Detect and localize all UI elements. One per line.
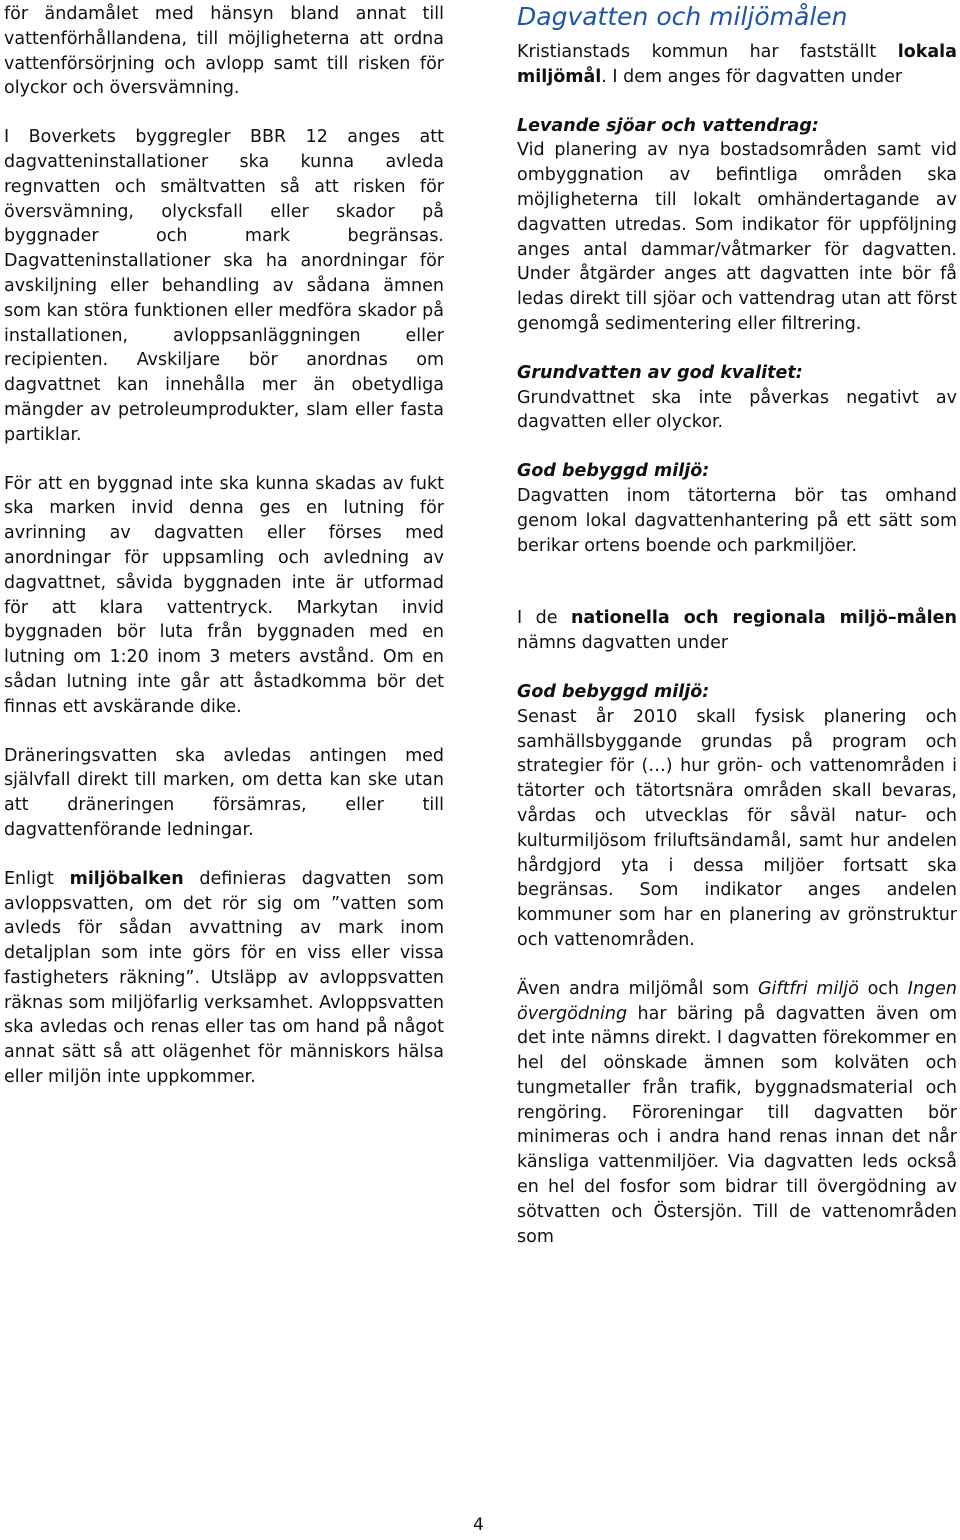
local-goals-term: lokala miljömål [517,42,957,87]
right-column [517,2,957,1249]
page-number: 4 [473,1515,484,1535]
paragraph-national-goals [517,606,957,656]
subheading-lakes-streams: Levande sjöar och vattendrag: [517,115,819,136]
paragraph-plan-purpose: för ändamålet med hänsyn bland annat till vattenförhållandena, till möjligheterna att ordna vattenförsörjning och avlopp samt till risken för olyckor och översvämning. [4,4,444,99]
local-goals-pre: Kristianstads kommun har fastställt [517,42,898,62]
paragraph-other-goals [517,977,957,1250]
local-goals-post: . I dem anges för dagvatten under [601,66,903,87]
paragraph-groundwater: Grundvattnet ska inte påverkas negativt av dagvatten eller olyckor. [517,387,957,433]
subheading-built-environment-local: God bebyggd miljö: [517,461,710,482]
national-goals-term: nationella och regionala miljö–målen [570,608,957,629]
miljobalken-post: definieras dagvatten som avloppsvatten, om det rör sig om ”vatten som avleds för sådan avvattning av mark inom detaljplan som inte görs för en viss eller vissa fastigheters räkning”. Utsläpp av avloppsvatten räknas som miljöfarlig verksamhet. Avloppsvatten ska avledas och renas eller tas om hand på något annat sätt så att olägenhet för människors hälsa eller miljön inte uppkommer. [4,868,444,1088]
subheading-groundwater: Grundvatten av god kvalitet: [517,362,803,383]
paragraph-bbr-regulations: I Boverkets byggregler BBR 12 anges att dagvatteninstallationer ska kunna avleda regnvatten och smältvatten så att risken för översvämning, olycksfall eller skador på byggnader och mark begränsas. Dagvatteninstallationer ska ha anordningar för avskiljning eller behandling av sådana ämnen som kan störa funktionen eller medföra skador på installationen, avloppsanläggningen eller recipienten. Avskiljare bör anordnas om dagvattnet kan innehålla mer än obetydliga mängder av petroleumprodukter, slam eller fasta partiklar. [4,127,444,445]
goal-toxic-free: Giftfri miljö [757,978,859,999]
other-goals-post: har bäring på dagvatten även om det inte nämns direkt. I dagvatten förekommer en hel del oönskade ämnen som kolväten och tungmetaller från trafik, byggnadsmaterial och rengöring. Föroreningar till dagvatten bör minimeras och i andra hand renas innan det når känsliga vattenmiljöer. Via dagvatten leds också en hel del fosfor som bidrar till övergödning av sötvatten och Östersjön. Till de vattenområden som [517,1003,957,1247]
left-column [4,2,444,1090]
paragraph-miljobalken [4,867,444,1090]
paragraph-lakes-streams: Vid planering av nya bostadsområden samt vid ombyggnation av befintliga områden ska möjligheterna till lokalt omhändertagande av dagvatten utredas. Som indikator för uppföljning anges antal dammar/våtmarker för dagvatten. Under åtgärder anges att dagvatten inte bör få ledas direkt till sjöar och vattendrag utan att först genomgå sedimentering eller filtrering. [517,140,957,334]
paragraph-drainage-water: Dräneringsvatten ska avledas antingen med självfall direkt till marken, om detta kan ske utan att dräneringen försämras, eller till dagvattenförande ledningar. [4,745,444,840]
other-goals-mid: och [858,978,908,999]
paragraph-built-environment-local: Dagvatten inom tätorterna bör tas omhand genom lokal dagvattenhantering på ett sätt som berikar ortens boende och parkmiljöer. [517,485,957,556]
section-heading: Dagvatten och miljömålen [517,2,848,31]
paragraph-local-goals [517,40,957,90]
paragraph-built-environment-national: Senast år 2010 skall fysisk planering och samhällsbyggande grundas på program och strategier för (…) hur grön- och vattenområden i tätorter och tätortsnära områden skall bevaras, vårdas och utvecklas för såväl natur- och kulturmiljösom friluftsändamål, samt hur andelen hårdgjord yta i dessa miljöer fortsatt ska begränsas. Som indikator anges andelen kommuner som har en planering av grönstruktur och vattenområden. [517,706,957,950]
paragraph-moisture-protection: För att en byggnad inte ska kunna skadas av fukt ska marken invid denna ges en lutning för avrinning av dagvatten eller förses med anordningar för uppsamling och avledning av dagvattnet, såvida byggnaden inte är utformad för att klara vattentryck. Markytan invid byggnaden bör luta från byggnaden med en lutning om 1:20 inom 3 meters avstånd. Om en sådan lutning inte går att åstadkomma bör det finnas ett avskärande dike. [4,473,444,717]
national-goals-pre: I de [517,608,571,629]
miljobalken-term: miljöbalken [69,868,184,889]
other-goals-pre: Även andra miljömål som [517,978,758,999]
national-goals-post: nämns dagvatten under [517,633,729,654]
miljobalken-pre: Enligt [4,868,70,889]
goal-no-eutrophication: Ingen övergödning [517,978,957,1024]
subheading-built-environment-national: God bebyggd miljö: [517,681,710,702]
